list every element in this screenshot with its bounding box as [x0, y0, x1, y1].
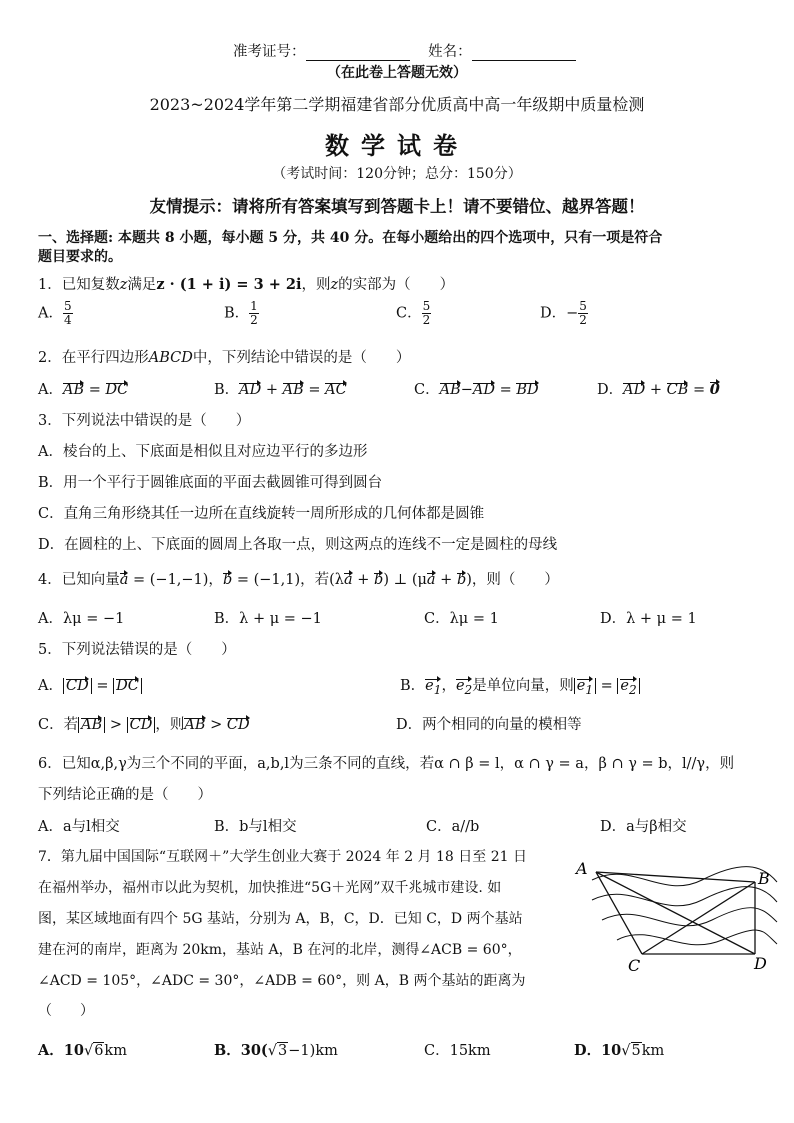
question-5-stem: 5．下列说法错误的是（ ）	[38, 642, 236, 658]
q3-option-c: C．直角三角形绕其任一边所在直线旋转一周所形成的几何体都是圆锥	[38, 506, 485, 522]
q3-option-a: A．棱台的上、下底面是相似且对应边平行的多边形	[38, 444, 368, 460]
tip: 友情提示：请将所有答案填写到答题卡上！请不要错位、越界答题！	[149, 197, 645, 216]
question-6-stem: 6．已知α,β,γ为三个不同的平面，a,b,l为三条不同的直线，若α ∩ β = l，α ∩ γ = a，β ∩ γ = b，l//γ，则	[38, 756, 735, 772]
q6-option-d: D．a与β相交	[600, 819, 687, 835]
question-3-stem: 3．下列说法中错误的是（ ）	[38, 413, 251, 429]
q2-option-c: C．AB−AD = BD	[414, 382, 539, 398]
q6-option-b: B．b与l相交	[214, 819, 297, 835]
question-1-stem: 1．已知复数z满足z · (1 + i) = 3 + 2i，则z的实部为（ ）	[38, 276, 455, 293]
question-7-line-3: 图，某区域地面有四个 5G 基站，分别为 A，B，C，D．已知 C，D 两个基站	[38, 911, 523, 927]
q5-option-d: D．两个相同的向量的模相等	[396, 717, 582, 733]
paper-title: 数学试卷	[325, 131, 469, 160]
section-heading-2: 题目要求的。	[38, 249, 122, 265]
q5-option-b: B．$e_1$，$e_2$是单位向量，则 $e_1 = e_2$	[400, 674, 640, 697]
q2-option-d: D．AD + CB = 0	[597, 381, 720, 398]
q4-option-a: A．λμ = −1	[38, 611, 125, 627]
q4-option-c: C．λμ = 1	[424, 611, 499, 627]
q2-option-a: A．AB = DC	[38, 382, 129, 398]
q1-option-d: D．− $\frac{5}{2}$	[540, 299, 587, 327]
q1-option-a: A． $\frac{5}{4}$	[38, 299, 72, 327]
question-2-stem: 2．在平行四边形ABCD中，下列结论中错误的是（ ）	[38, 350, 411, 366]
question-6-stem-2: 下列结论正确的是（ ）	[38, 787, 212, 803]
q5-option-c: C．若 AB > CD ，则AB > CD	[38, 717, 250, 733]
exam-title: 2023~2024学年第二学期福建省部分优质高中高一年级期中质量检测	[149, 95, 645, 114]
q7-option-c: C．15km	[424, 1043, 491, 1059]
q3-option-d: D．在圆柱的上、下底面的圆周上各取一点，则这两点的连线不一定是圆柱的母线	[38, 537, 558, 553]
q7-option-b: B．30(√3−1)km	[214, 1042, 338, 1059]
q4-option-b: B．λ + μ = −1	[214, 611, 322, 627]
fig-label-d: D	[754, 954, 767, 973]
q7-option-a: A．10√6km	[38, 1042, 127, 1059]
question-7-line-4: 建在河的南岸，距离为 20km，基站 A，B 在河的北岸，测得∠ACB = 60°，	[38, 942, 522, 958]
q6-option-a: A．a与l相交	[38, 819, 120, 835]
question-7-line-2: 在福州举办，福州市以此为契机，加快推进“5G＋光网”双千兆城市建设. 如	[38, 880, 502, 896]
q7-option-d: D．10√5km	[574, 1042, 665, 1059]
question-7-line-5: ∠ACD = 105°，∠ADC = 30°，∠ADB = 60°，则 A，B 两个基站的距离为	[38, 973, 526, 989]
time-info: （考试时间：120分钟；总分：150分）	[272, 166, 522, 182]
q5-option-a: A． CD = DC	[38, 674, 142, 695]
q4-option-d: D．λ + μ = 1	[600, 611, 697, 627]
q1-option-c: C． $\frac{5}{2}$	[396, 299, 431, 327]
question-7-line-6: （ ）	[38, 1003, 94, 1019]
q3-option-b: B．用一个平行于圆锥底面的平面去截圆锥可得到圆台	[38, 475, 383, 491]
fig-label-b: B	[758, 869, 770, 888]
q1-option-b: B． $\frac{1}{2}$	[224, 299, 258, 327]
question-7-line-1: 7．第九届中国国际“互联网＋”大学生创业大赛于 2024 年 2 月 18 日至 21 日	[38, 849, 527, 865]
base-station-figure	[572, 852, 782, 977]
q2-option-b: B．AD + AB = AC	[214, 382, 347, 398]
q6-option-c: C．a//b	[426, 819, 480, 835]
section-heading: 一、选择题: 本题共 8 小题，每小题 5 分，共 40 分。在每小题给出的四个选项中，只有一项是符合	[38, 230, 663, 246]
fig-label-c: C	[628, 956, 641, 975]
exam-number-field: 准考证号： 姓名：	[233, 40, 576, 61]
fig-label-a: A	[576, 859, 588, 878]
question-4-stem: 4．已知向量a = (−1,−1)，b = (−1,1)，若(λa + b) ⊥ (μa + b)，则（ ）	[38, 572, 559, 588]
invalid-note: （在此卷上答题无效）	[327, 65, 467, 81]
